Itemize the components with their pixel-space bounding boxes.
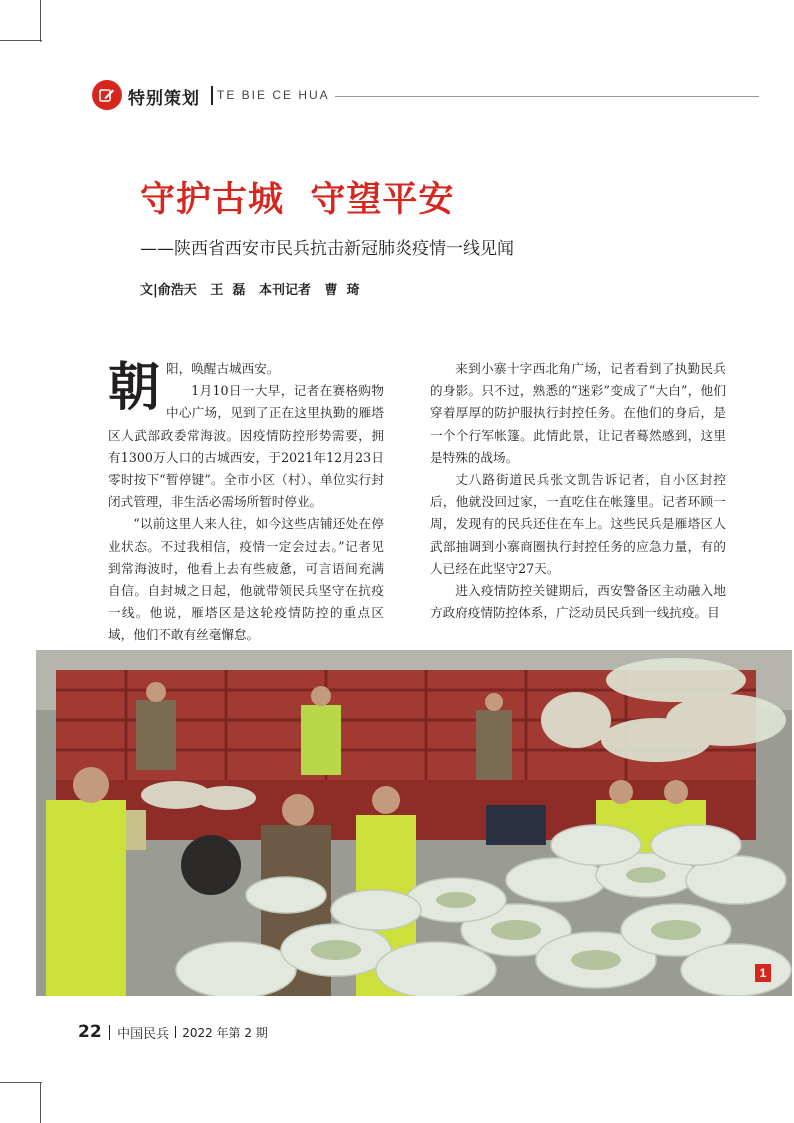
crop-mark [0, 1082, 42, 1083]
crop-mark [40, 0, 41, 42]
section-title: 特别策划 [128, 89, 200, 109]
crop-mark [0, 40, 42, 41]
paragraph: “以前这里人来人往，如今这些店铺还处在停业状态。不过我相信，疫情一定会过去。”记者见到常海波时，他看上去有些疲惫，可言语间充满自信。自封城之日起，他就带领民兵坚守在抗疫一线。他说，雁塔区是这轮疫情防控的重点区域，他们不敢有丝毫懈怠。 [108, 516, 384, 643]
photo-illustration [36, 650, 792, 996]
article-subtitle: ——陕西省西安市民兵抗击新冠肺炎疫情一线见闻 [140, 239, 514, 259]
paragraph: 阳，唤醒古城西安。 [166, 361, 280, 376]
drop-cap: 朝 [108, 358, 161, 418]
paragraph: 1月10日一大早，记者在赛格购物中心广场，见到了正在这里执勤的雁塔区人武部政委常海波。因疫情防控形势需要，拥有1300万人口的古城西安，于2021年12月23日零时按下“暂停键”。全市小区（村）、单位实行封闭式管理，非生活必需场所暂时停业。 [108, 383, 384, 510]
crop-mark [40, 1082, 41, 1123]
issue-label: 2022 年第 2 期 [182, 1025, 268, 1040]
page-footer [78, 1022, 268, 1042]
section-divider [211, 86, 213, 105]
footer-divider [109, 1025, 111, 1040]
article-title: 守护古城 守望平安 [140, 180, 455, 220]
magazine-name: 中国民兵 [117, 1026, 170, 1042]
article-byline: 文|俞浩天 王 磊 本刊记者 曹 琦 [140, 283, 360, 298]
body-column-left [108, 358, 384, 647]
photo-number: 1 [755, 964, 771, 982]
page-number: 22 [78, 1022, 102, 1042]
body-column-right [430, 358, 726, 624]
paragraph: 丈八路街道民兵张文凯告诉记者，自小区封控后，他就没回过家，一直吃住在帐篷里。记者环顾一周，发现有的民兵还住在车上。这些民兵是雁塔区人武部抽调到小寨商圈执行封控任务的应急力量，有的人已经在此坚守27天。 [430, 472, 726, 576]
section-rule [335, 96, 759, 97]
article-photo [36, 650, 792, 996]
pen-icon [92, 80, 122, 110]
paragraph: 来到小寨十字西北角广场，记者看到了执勤民兵的身影。只不过，熟悉的“迷彩”变成了“大白”，他们穿着厚厚的防护服执行封控任务。在他们的身后，是一个个行军帐篷。此情此景，让记者蓦然感到，这里是特殊的战场。 [430, 361, 726, 465]
footer-divider [175, 1026, 176, 1038]
section-title-pinyin: TE BIE CE HUA [217, 88, 330, 102]
paragraph: 进入疫情防控关键期后，西安警备区主动融入地方政府疫情防控体系，广泛动员民兵到一线抗疫。目 [430, 583, 726, 621]
